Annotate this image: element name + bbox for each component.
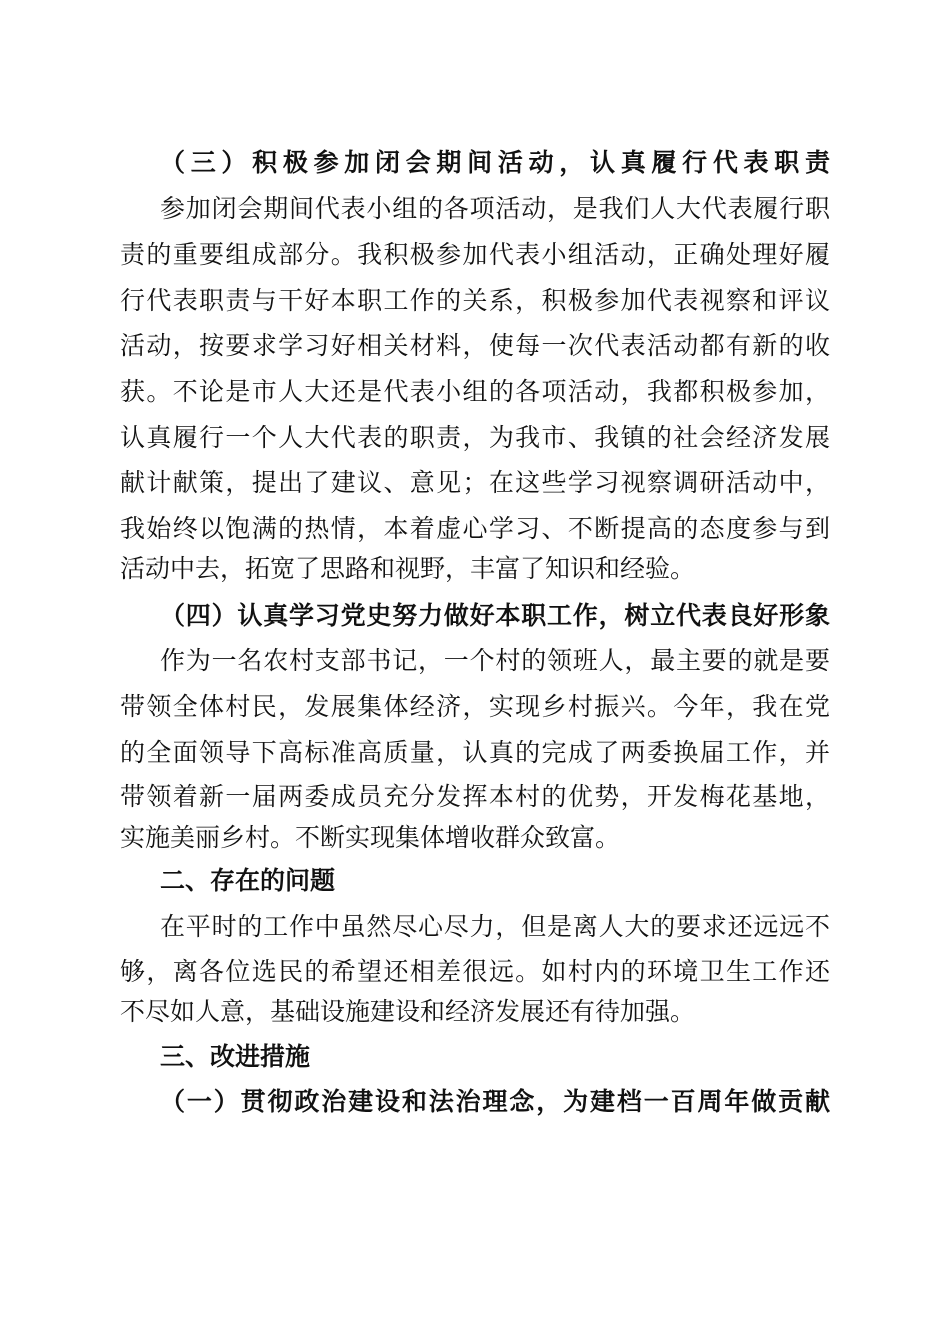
paragraph-line: 责的重要组成部分。我积极参加代表小组活动，正确处理好履 [120, 240, 830, 269]
paragraph-line: 的全面领导下高标准高质量，认真的完成了两委换届工作，并 [120, 738, 830, 767]
paragraph-line-last: 不尽如人意，基础设施建设和经济发展还有待加强。 [120, 997, 696, 1026]
paragraph-line: 参加闭会期间代表小组的各项活动，是我们人大代表履行职 [160, 194, 830, 223]
section-heading-1: （一）贯彻政治建设和法治理念，为建档一百周年做贡献 [160, 1087, 830, 1116]
paragraph-line: 我始终以饱满的热情，本着虚心学习、不断提高的态度参与到 [120, 514, 830, 543]
paragraph-line: 带领全体村民，发展集体经济，实现乡村振兴。今年，我在党 [120, 692, 830, 721]
paragraph-line: 带领着新一届两委成员充分发挥本村的优势，开发梅花基地， [120, 782, 830, 811]
paragraph-line: 献计献策，提出了建议、意见；在这些学习视察调研活动中， [120, 468, 830, 497]
section-heading-measures: 三、改进措施 [160, 1042, 311, 1071]
paragraph-line: 认真履行一个人大代表的职责，为我市、我镇的社会经济发展 [120, 423, 830, 452]
paragraph-line: 活动，按要求学习好相关材料，使每一次代表活动都有新的收 [120, 331, 830, 360]
section-heading-4: （四）认真学习党史努力做好本职工作，树立代表良好形象 [160, 601, 830, 630]
paragraph-line: 在平时的工作中虽然尽心尽力，但是离人大的要求还远远不 [160, 912, 830, 941]
paragraph-line: 够，离各位选民的希望还相差很远。如村内的环境卫生工作还 [120, 957, 830, 986]
paragraph-line: 作为一名农村支部书记，一个村的领班人，最主要的就是要 [160, 646, 830, 675]
paragraph-line: 获。不论是市人大还是代表小组的各项活动，我都积极参加， [120, 377, 830, 406]
section-heading-3: （三）积极参加闭会期间活动，认真履行代表职责 [160, 148, 830, 177]
paragraph-line-last: 实施美丽乡村。不断实现集体增收群众致富。 [120, 823, 621, 852]
section-heading-problems: 二、存在的问题 [160, 866, 336, 895]
paragraph-line: 行代表职责与干好本职工作的关系，积极参加代表视察和评议 [120, 286, 830, 315]
paragraph-line-last: 活动中去，拓宽了思路和视野，丰富了知识和经验。 [120, 554, 696, 583]
